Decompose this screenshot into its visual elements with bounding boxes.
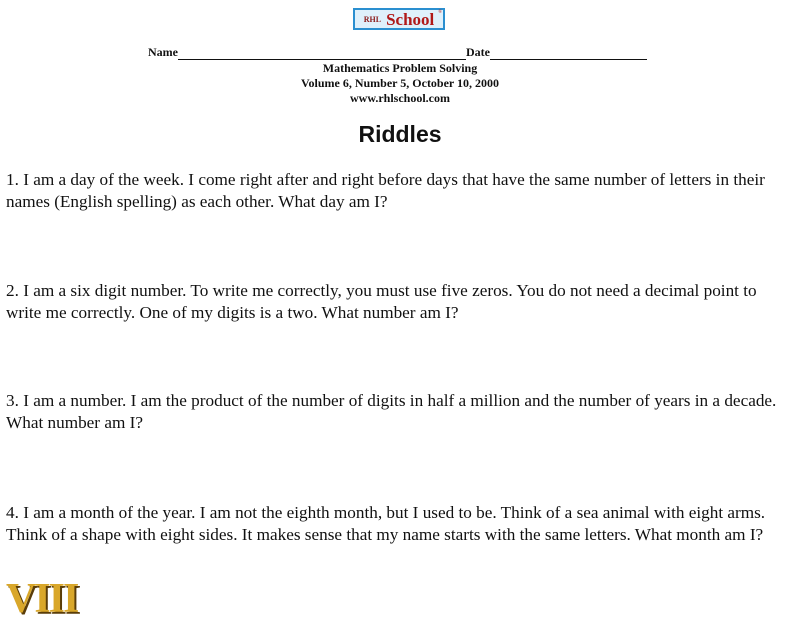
name-date-line	[148, 45, 647, 60]
question-1: 1. I am a day of the week. I come right after and right before days that have the same number of letters in their names (English spelling) as each other. What day am I?	[6, 170, 765, 211]
logo-rhl-text: RHL	[363, 14, 382, 24]
page-title: Riddles	[358, 121, 442, 147]
name-blank-field[interactable]	[178, 48, 466, 60]
question-4: 4. I am a month of the year. I am not the eighth month, but I used to be. Think of a sea animal with eight arms. Think of a shape with eight sides. It makes sense that my name starts with the same letters. What month am I?	[6, 503, 766, 544]
logo-school-text: School	[386, 9, 435, 29]
date-blank-field[interactable]	[490, 48, 647, 60]
website-link[interactable]: www.rhlschool.com	[350, 91, 450, 105]
date-label: Date	[466, 45, 490, 59]
issue-heading: Volume 6, Number 5, October 10, 2000	[300, 76, 500, 90]
question-3: 3. I am a number. I am the product of the number of digits in half a million and the number of years in a decade. What number am I?	[6, 391, 777, 432]
subject-heading: Mathematics Problem Solving	[322, 61, 478, 75]
name-label: Name	[148, 45, 178, 59]
roman-numeral-viii-graphic: VIII	[6, 576, 78, 622]
rhl-school-logo	[353, 8, 445, 30]
question-2: 2. I am a six digit number. To write me correctly, you must use five zeros. You do not need a decimal point to write me correctly. One of my digits is a two. What number am I?	[6, 281, 757, 322]
trademark-icon: ®	[438, 10, 442, 15]
